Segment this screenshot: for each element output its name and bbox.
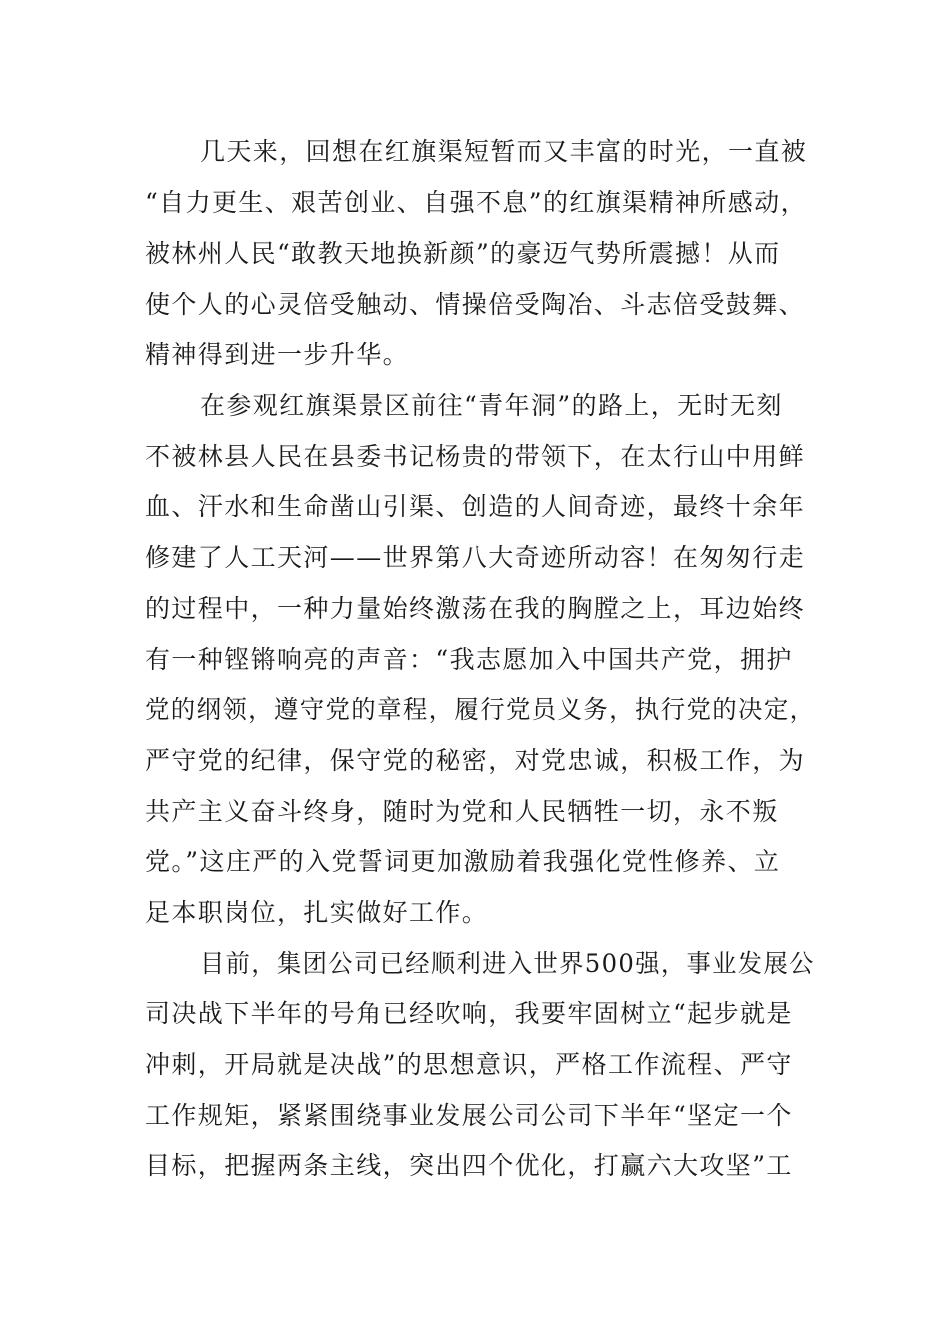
paragraph-1-line-3: 被林州人民“敢教天地换新颜”的豪迈气势所震撼！从而 <box>145 239 781 268</box>
paragraph-1-line-2: “自力更生、艰苦创业、自强不息”的红旗渠精神所感动， <box>145 188 807 217</box>
paragraph-2-line-7: 党的纲领，遵守党的章程，履行党员义务，执行党的决定， <box>145 695 816 724</box>
paragraph-2-line-11: 足本职岗位，扎实做好工作。 <box>145 898 489 927</box>
paragraph-2-line-8: 严守党的纪律，保守党的秘密，对党忠诚，积极工作，为 <box>145 746 806 775</box>
paragraph-3-line-5: 目标，把握两条主线，突出四个优化，打赢六大攻坚”工 <box>145 1151 793 1180</box>
paragraph-2-line-5: 的过程中，一种力量始终激荡在我的胸膛之上，耳边始终 <box>145 594 806 623</box>
paragraph-3-line-2: 司决战下半年的号角已经吹响，我要牢固树立“起步就是 <box>145 999 793 1028</box>
paragraph-2-line-1: 在参观红旗渠景区前往“青年洞”的路上，无时无刻 <box>200 391 783 420</box>
paragraph-1-line-5: 精神得到进一步升华。 <box>145 340 410 369</box>
paragraph-3-line-3: 冲刺，开局就是决战”的思想意识，严格工作流程、严守 <box>145 1050 793 1079</box>
paragraph-1-line-4: 使个人的心灵倍受触动、情操倍受陶冶、斗志倍受鼓舞、 <box>145 290 806 319</box>
paragraph-2-line-10: 党。”这庄严的入党誓词更加激励着我强化党性修养、立 <box>145 847 781 876</box>
paragraph-2-line-2: 不被林县人民在县委书记杨贵的带领下，在太行山中用鲜 <box>145 442 806 471</box>
paragraph-2-line-4: 修建了人工天河——世界第八大奇迹所动容！在匆匆行走 <box>145 543 806 572</box>
paragraph-2-line-6: 有一种铿锵响亮的声音：“我志愿加入中国共产党，拥护 <box>145 645 793 674</box>
paragraph-2-line-9: 共产主义奋斗终身，随时为党和人民牺牲一切，永不叛 <box>145 797 779 826</box>
paragraph-3-line-4: 工作规矩，紧紧围绕事业发展公司公司下半年“坚定一个 <box>145 1101 793 1130</box>
paragraph-3-line-1: 目前，集团公司已经顺利进入世界500强，事业发展公 <box>200 949 815 978</box>
paragraph-1-line-1: 几天来，回想在红旗渠短暂而又丰富的时光，一直被 <box>200 137 808 166</box>
paragraph-2-line-3: 血、汗水和生命凿山引渠、创造的人间奇迹，最终十余年 <box>145 492 806 521</box>
